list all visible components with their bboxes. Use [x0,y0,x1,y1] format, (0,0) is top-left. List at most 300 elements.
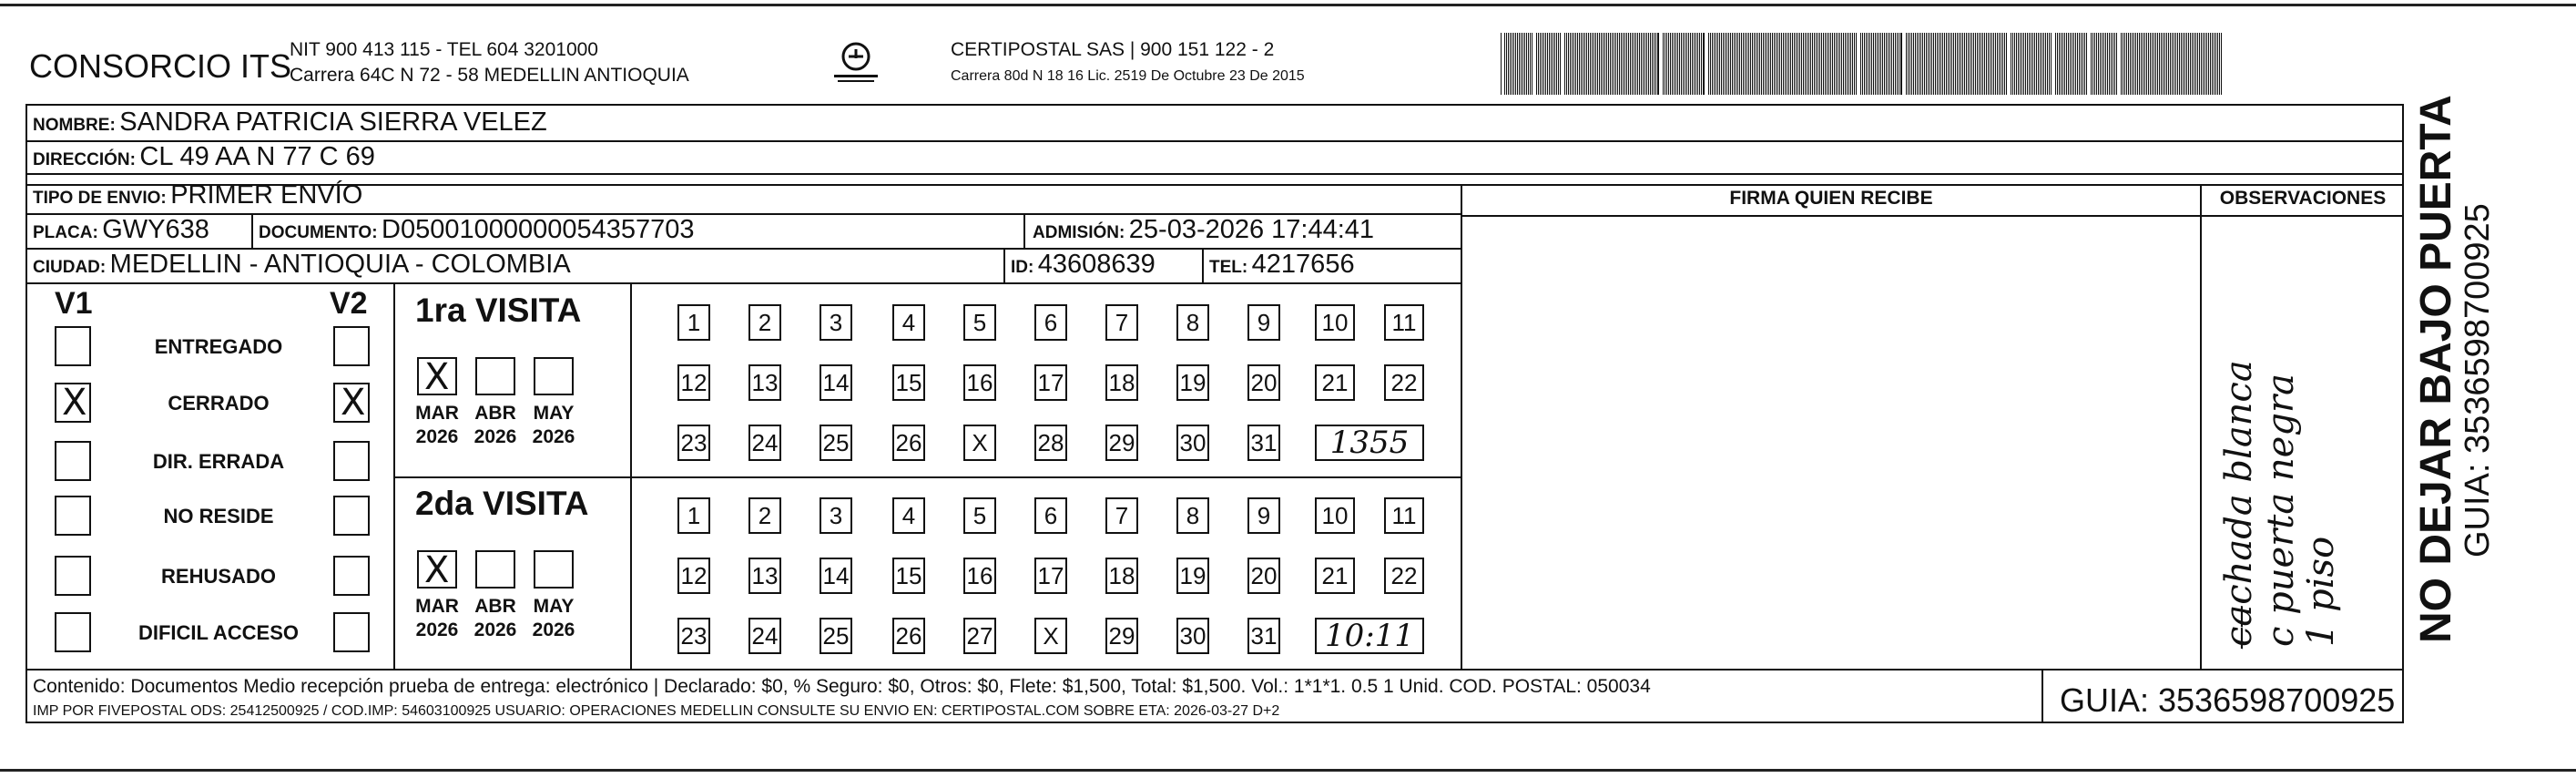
barcode-bar [1601,33,1602,95]
visit-time-box[interactable]: 1355 [1315,425,1424,461]
barcode-bar [1599,33,1600,95]
barcode-bar [1670,33,1671,95]
barcode-bar [2051,33,2052,95]
day-box[interactable]: 31 [1247,425,1280,461]
month-label: MAR [415,403,459,424]
barcode-bar [1873,33,1874,95]
barcode-bar [1595,33,1596,95]
barcode-bar [1763,33,1764,95]
barcode-bar [1543,33,1544,95]
barcode-bar [1739,33,1740,95]
v2-checkbox[interactable] [333,383,370,423]
day-box[interactable]: 4 [892,497,925,534]
day-box[interactable]: 5 [963,497,996,534]
day-box[interactable]: 11 [1384,304,1424,341]
direccion-row: DIRECCIÓN: CL 49 AA N 77 C 69 [33,142,375,171]
barcode-bar [1922,33,1923,95]
barcode-bar [2098,33,2099,95]
barcode-bar [2064,33,2065,95]
barcode-bar [1850,33,1851,95]
day-box[interactable]: 8 [1176,304,1209,341]
day-box[interactable]: 3 [820,304,852,341]
barcode-bar [1834,33,1835,95]
day-box[interactable]: 21 [1315,558,1355,594]
barcode-bar [1827,33,1828,95]
v1-checkbox[interactable] [55,556,91,596]
barcode-bar [1545,33,1546,95]
signature-area[interactable] [1466,219,2194,665]
barcode-bar [2183,33,2184,95]
barcode-bar [1948,33,1949,95]
barcode-bar [1564,33,1565,95]
barcode-bar [1864,33,1865,95]
day-box[interactable]: 30 [1176,425,1209,461]
barcode-bar [1663,33,1664,95]
barcode-bar [1757,33,1758,95]
barcode-bar [1528,33,1529,95]
barcode-bar [1726,33,1727,95]
barcode-bar [1699,33,1700,95]
day-box[interactable]: 24 [748,425,781,461]
month-checkbox[interactable] [475,550,515,589]
barcode-bar [1632,33,1633,95]
barcode-bar [1566,33,1567,95]
barcode-bar [1754,33,1755,95]
barcode-bar [1612,33,1613,95]
barcode-bar [1501,33,1502,95]
day-box[interactable]: 6 [1034,304,1067,341]
day-box[interactable]: 18 [1105,558,1138,594]
barcode-bar [1997,33,1998,95]
day-box[interactable]: 20 [1247,364,1280,401]
barcode-bar [2203,33,2204,95]
placa-field: PLACA: GWY638 [33,215,209,244]
day-box[interactable]: 11 [1384,497,1424,534]
day-box[interactable]: 15 [892,558,925,594]
month-year: 2026 [532,426,575,447]
day-box[interactable]: 9 [1247,497,1280,534]
company-name: CONSORCIO ITS [29,47,292,85]
barcode-bar [2197,33,2198,95]
barcode-bar [1506,33,1507,95]
day-box[interactable]: 13 [748,558,781,594]
barcode-bar [1908,33,1909,95]
barcode-bar [1677,33,1678,95]
day-box[interactable]: 25 [820,425,852,461]
day-box[interactable]: 22 [1384,364,1424,401]
barcode-bar [2204,33,2205,95]
barcode-bar [2153,33,2154,95]
barcode-bar [1906,33,1907,95]
day-box[interactable]: 29 [1105,618,1138,654]
day-box[interactable]: 12 [677,558,710,594]
barcode-bar [1768,33,1769,95]
barcode-bar [1646,33,1647,95]
barcode-bar [1681,33,1682,95]
barcode-bar [1708,33,1709,95]
day-box[interactable]: 4 [892,304,925,341]
barcode-bar [1977,33,1978,95]
v2-checkbox[interactable] [333,556,370,596]
month-checkbox[interactable] [417,550,457,589]
month-label: MAY [533,403,575,424]
barcode-bar [2002,33,2003,95]
barcode-bar [1513,33,1514,95]
barcode-bar [1788,33,1789,95]
barcode-bar [1984,33,1985,95]
barcode-bar [2188,33,2189,95]
documento-field: DOCUMENTO: D05001000000054357703 [259,215,695,244]
barcode-bar [1688,33,1689,95]
barcode-bar [1570,33,1571,95]
barcode-bar [1524,33,1525,95]
barcode-bar [1982,33,1983,95]
barcode-bar [1579,33,1580,95]
barcode-bar [2073,33,2074,95]
barcode-bar [1586,33,1587,95]
barcode-bar [1847,33,1848,95]
barcode-bar [1540,33,1541,95]
barcode-bar [1777,33,1778,95]
barcode-bar [1812,33,1813,95]
barcode-bar [1717,33,1718,95]
v1-mark: X [62,382,87,424]
barcode-bar [1703,33,1705,95]
barcode-bar [1603,33,1604,95]
top-rule [0,4,2576,6]
barcode-bar [1650,33,1651,95]
barcode-bar [1683,33,1684,95]
day-box[interactable]: 22 [1384,558,1424,594]
barcode-bar [1517,33,1518,95]
day-box[interactable]: 25 [820,618,852,654]
day-box[interactable]: 14 [820,558,852,594]
month-year: 2026 [415,619,459,640]
barcode-bar [2036,33,2037,95]
barcode-bar [2109,33,2110,95]
id-field: ID: 43608639 [1011,250,1156,279]
barcode-bar [1884,33,1885,95]
barcode-bar [1772,33,1773,95]
v1-checkbox[interactable] [55,441,91,481]
barcode-bar [1774,33,1775,95]
month-label: ABR [474,596,516,617]
day-box[interactable]: 27 [963,618,996,654]
barcode-bar [1538,33,1539,95]
barcode-bar [1889,33,1890,95]
barcode-bar [2184,33,2185,95]
day-box[interactable]: 30 [1176,618,1209,654]
month-checkbox[interactable] [534,550,574,589]
barcode-bar [2181,33,2182,95]
barcode-bar [1619,33,1620,95]
barcode-bar [1792,33,1793,95]
barcode-bar [2092,33,2093,95]
day-box[interactable]: 28 [1034,425,1067,461]
day-box[interactable]: 23 [677,425,710,461]
barcode-bar [1765,33,1766,95]
barcode-bar [1690,33,1691,95]
barcode-bar [1643,33,1644,95]
barcode-bar [1979,33,1980,95]
barcode-bar [2133,33,2134,95]
barcode-bar [1862,33,1863,95]
barcode-bar [1549,33,1550,95]
barcode-bar [1510,33,1511,95]
month-year: 2026 [473,619,517,640]
barcode-bar [2161,33,2162,95]
barcode-bar [2075,33,2076,95]
barcode-bar [2190,33,2191,95]
documento-value: D05001000000054357703 [382,215,695,244]
v2-checkbox[interactable] [333,496,370,536]
barcode-bar [1990,33,1991,95]
tipo-envio-value: PRIMER ENVÍO [170,180,363,210]
day-box[interactable]: 2 [748,497,781,534]
day-box[interactable]: 17 [1034,558,1067,594]
barcode-bar [1966,33,1967,95]
barcode-bar [1719,33,1720,95]
day-box[interactable]: 19 [1176,558,1209,594]
barcode-bar [1504,33,1505,95]
barcode-bar [1790,33,1791,95]
barcode-bar [2018,33,2019,95]
barcode-bar [2082,33,2083,95]
barcode-bar [1584,33,1585,95]
barcode-bar [1666,33,1667,95]
month-year: 2026 [473,426,517,447]
barcode-bar [1694,33,1695,95]
day-box[interactable]: 23 [677,618,710,654]
barcode-bar [1803,33,1804,95]
footer-print-info: IMP POR FIVEPOSTAL ODS: 25412500925 / COD.IMP: 54603100925 USUARIO: OPERACIONES MEDELLIN CONSULTE SU ENVIO EN: CERTIPOSTAL.COM SOBRE ETA: 2026-03-27 D+2 [33,703,1280,719]
barcode-bar [1828,33,1829,95]
barcode-bar [1639,33,1640,95]
barcode-bar [2059,33,2060,95]
barcode-bar [2084,33,2085,95]
barcode-bar [1560,33,1561,95]
barcode-bar [1572,33,1573,95]
barcode-bar [1797,33,1798,95]
barcode-bar [1508,33,1509,95]
status-label: DIR. ERRADA [152,450,285,473]
barcode-bar [1672,33,1673,95]
barcode-bar [2096,33,2097,95]
day-box[interactable]: 19 [1176,364,1209,401]
barcode-bar [1794,33,1795,95]
visit-title: 1ra VISITA [415,292,582,329]
barcode-bar [1652,33,1653,95]
barcode-bar [2038,33,2039,95]
day-box[interactable]: 16 [963,364,996,401]
barcode-bar [2186,33,2187,95]
barcode-bar [1891,33,1892,95]
barcode-bar [2049,33,2050,95]
day-box[interactable]: 1 [677,497,710,534]
barcode-bar [1783,33,1784,95]
v1-checkbox[interactable] [55,326,91,366]
month-mark: X [424,549,450,591]
v2-mark: X [341,382,366,424]
day-box[interactable]: 6 [1034,497,1067,534]
barcode-bar [1819,33,1820,95]
v2-checkbox[interactable] [333,441,370,481]
tipo-envio-row: TIPO DE ENVIO: PRIMER ENVÍO [33,180,363,210]
month-label: MAR [415,596,459,617]
barcode-bar [1821,33,1822,95]
barcode-bar [1745,33,1746,95]
courier-name: CERTIPOSTAL SAS | 900 151 122 - 2 [951,39,1275,60]
barcode-bar [1770,33,1771,95]
day-box[interactable]: 12 [677,364,710,401]
v1-checkbox[interactable] [55,496,91,536]
barcode-bar [1776,33,1777,95]
barcode-bar [1893,33,1894,95]
day-box[interactable]: 5 [963,304,996,341]
barcode-bar [1675,33,1676,95]
day-box[interactable]: 26 [892,425,925,461]
status-label: NO RESIDE [163,505,274,527]
barcode-bar [1980,33,1981,95]
barcode-bar [1695,33,1696,95]
barcode-bar [1808,33,1809,95]
barcode-bar [2148,33,2149,95]
day-box[interactable]: 10 [1315,497,1355,534]
barcode-bar [2206,33,2207,95]
day-box-marked[interactable]: X [963,425,996,461]
barcode-bar [1988,33,1989,95]
barcode-bar [1995,33,1996,95]
courier-license: Carrera 80d N 18 16 Lic. 2519 De Octubre 23 De 2015 [951,68,1305,84]
barcode-bar [2157,33,2158,95]
barcode-bar [2179,33,2180,95]
placa-value: GWY638 [102,215,209,244]
day-box[interactable]: 15 [892,364,925,401]
observation-line-1: c̶a̶chada blanca [2218,360,2260,647]
barcode-bar [1536,33,1537,95]
day-box[interactable]: 16 [963,558,996,594]
v1-checkbox[interactable] [55,383,91,423]
barcode-bar [1592,33,1593,95]
barcode-bar [2027,33,2028,95]
barcode-bar [1581,33,1582,95]
barcode-bar [1830,33,1831,95]
barcode-bar [1866,33,1867,95]
barcode-bar [1748,33,1749,95]
v2-checkbox[interactable] [333,612,370,652]
barcode-bar [1588,33,1589,95]
day-box[interactable]: 21 [1315,364,1355,401]
day-box[interactable]: 9 [1247,304,1280,341]
barcode-bar [2086,33,2087,95]
barcode-bar [2144,33,2145,95]
day-box[interactable]: 1 [677,304,710,341]
barcode-bar [2105,33,2106,95]
barcode-bar [1577,33,1578,95]
v2-checkbox[interactable] [333,326,370,366]
barcode-bar [2100,33,2101,95]
status-label: DIFICIL ACCESO [137,621,299,644]
day-box[interactable]: 24 [748,618,781,654]
barcode-bar [1624,33,1625,95]
month-checkbox[interactable] [475,357,515,395]
day-box[interactable]: 14 [820,364,852,401]
day-box[interactable]: 3 [820,497,852,534]
day-box[interactable]: 8 [1176,497,1209,534]
barcode-bar [1617,33,1618,95]
day-box[interactable]: 26 [892,618,925,654]
barcode-bar [2055,33,2056,95]
day-box[interactable]: 13 [748,364,781,401]
day-box[interactable]: 20 [1247,558,1280,594]
barcode-bar [1848,33,1849,95]
barcode-bar [1986,33,1987,95]
barcode-bar [1920,33,1921,95]
barcode-bar [1654,33,1655,95]
barcode-bar [1971,33,1972,95]
barcode-bar [1960,33,1961,95]
barcode-bar [1526,33,1527,95]
day-box[interactable]: 7 [1105,497,1138,534]
barcode-bar [1743,33,1744,95]
barcode-bar [2061,33,2062,95]
day-box-marked[interactable]: X [1034,618,1067,654]
barcode-bar [2111,33,2112,95]
barcode-bar [1759,33,1760,95]
barcode-bar [1801,33,1802,95]
day-box[interactable]: 2 [748,304,781,341]
barcode-bar [2137,33,2138,95]
month-checkbox[interactable] [417,356,457,398]
barcode-bar [2103,33,2104,95]
day-box[interactable]: 31 [1247,618,1280,654]
barcode-bar [1610,33,1611,95]
barcode-bar [1701,33,1702,95]
barcode-bar [1750,33,1751,95]
v1-checkbox[interactable] [55,612,91,652]
barcode-bar [2166,33,2167,95]
day-box[interactable]: 10 [1315,304,1355,341]
barcode-bar [1953,33,1954,95]
day-box[interactable]: 18 [1105,364,1138,401]
firma-header: FIRMA QUIEN RECIBE [1729,188,1933,209]
barcode-bar [1877,33,1878,95]
barcode-bar [1606,33,1607,95]
day-box[interactable]: 7 [1105,304,1138,341]
barcode-bar [2068,33,2069,95]
barcode-bar [2070,33,2071,95]
barcode-bar [1968,33,1969,95]
month-checkbox[interactable] [534,357,574,395]
barcode-bar [2215,33,2216,95]
barcode-bar [2025,33,2026,95]
barcode-bar [2062,33,2063,95]
barcode-bar [1761,33,1762,95]
barcode-bar [1915,33,1916,95]
day-box[interactable]: 17 [1034,364,1067,401]
barcode-bar [2219,33,2220,95]
barcode-bar [1730,33,1731,95]
barcode-bar [1897,33,1898,95]
barcode-bar [1785,33,1786,95]
barcode-bar [2208,33,2209,95]
visit-time-box[interactable]: 10:11 [1315,618,1424,654]
barcode-bar [1929,33,1930,95]
barcode-bar [1964,33,1965,95]
barcode-bar [2023,33,2024,95]
barcode-bar [2163,33,2164,95]
day-box[interactable]: 29 [1105,425,1138,461]
